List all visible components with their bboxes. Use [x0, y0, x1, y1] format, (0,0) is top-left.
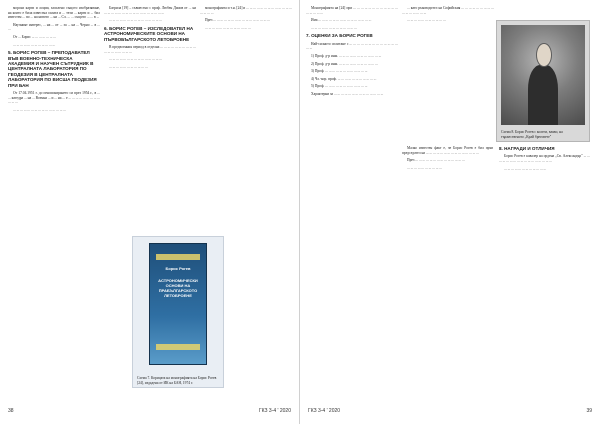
book-cover-image	[149, 243, 207, 365]
section-heading: 6. БОРИС РОГЕВ – ИЗСЛЕДОВАТЕЛ НА АСТРОНОМИЧЕСКИТЕ ОСНОВИ НА ПЪРВОБЪЛГАРСКОТО ЛЕТОБРОЕНЕ	[104, 25, 194, 42]
paragraph: 1) Проф. д-р инж. ... ... ... ... ... ... ... ... ... ... ... ...	[311, 53, 382, 58]
paragraph: ... ... ... ... ... ... ... ... ... ...	[407, 165, 443, 170]
page-number: 38	[8, 408, 14, 414]
paragraph: 5) Проф. ... ... ... ... ... ... ... ... ... ... ... ...	[311, 84, 368, 89]
left-column-1	[8, 6, 100, 402]
book-cover-figure	[132, 236, 224, 388]
paragraph: 3) Проф. ... ... ... ... ... ... ... ... ... ... ... ...	[311, 69, 368, 74]
paragraph: ... ... ... ... ... ... ... ... ... ... ... ... ...	[205, 25, 251, 30]
paragraph: ... ... ... ... ... ... ... ... ... ... ... ... ... ... ...	[109, 57, 163, 62]
paragraph: Научният интерес, ... на ... от ... за ... на ... Черно ... в ... ...	[8, 22, 100, 32]
right-column-1	[306, 6, 398, 402]
section-heading: 7. ОЦЕНКИ ЗА БОРИС РОГЕВ	[306, 33, 373, 39]
paragraph: От 17.04.1951 г. до пенсионирането си през 1954 г., в ... ... катедра ... на ... Военна ... и ... на ... е ... ... ... ... ... ... ... ... ... ... ... ...	[8, 91, 100, 105]
paragraph: ... ... ... ... ... ... ... ... ... ... ...	[109, 64, 148, 69]
section-heading: 5. БОРИС РОГЕВ – ПРЕПОДАВАТЕЛ ВЪВ ВОЕННО-ТЕХНИЧЕСКА АКАДЕМИЯ И НАУЧЕН СЪТРУДНИК В ЦЕНТРАЛНАТА ЛАБОРАТОРИЯ ПО ГЕОДЕЗИЯ В ЦЕНТРАЛНАТА ЛАБОРАТОРИЯ ПО ВИСША ГЕОДЕЗИЯ ПРИ БАН	[8, 50, 97, 88]
paragraph: ... ... ... ... ... ... ... ... ... ... ... ... ...	[311, 25, 357, 30]
paragraph: 4) Чл.-кор. проф. ... ... ... ... ... ... ... ... ... ... ...	[311, 76, 377, 81]
figure-caption: Схема 7. Корицата на монографията на Борис Рогев [24], издадена от ИК на БАН, 1974 г.	[137, 376, 217, 385]
paragraph: ... ... ... ... ... ... ... ... ... ... ... ...	[13, 42, 56, 47]
paragraph: Багрила [19] – съвместно с проф. Любен Дамов от ... на ... ... ... ... ... ... ... ... ... ... ... ... ... ... ... ... ...	[104, 6, 196, 15]
paragraph: Борис Рогев е кавалер на ордена „Св. Александър" ... ... ... ... ... ... ... ... ... ... ... ... ... ... ... ... ...	[499, 154, 590, 163]
magazine-issue: ГКЗ 3-4 ' 2020	[308, 408, 341, 414]
photo-figure	[496, 20, 590, 142]
magazine-issue: ГКЗ 3-4 ' 2020	[258, 408, 291, 414]
paragraph: ... ... ... ... ... ... ... ... ... ... ... ... ... ... ...	[13, 107, 67, 112]
left-footer	[8, 408, 291, 418]
page-number: 39	[586, 408, 592, 414]
book-author: Борис Рогев	[165, 266, 191, 271]
paragraph: ... ... ... ... ... ... ... ... ... ... ... ... ... ... ...	[109, 18, 163, 23]
portrait-photo	[501, 25, 585, 125]
paragraph: Характерни за ... ... ... ... ... ... ... ... ... ... ... ... ... ...	[311, 91, 384, 96]
paragraph: През ... ... ... ... ... ... ... ... ... ... ... ... ... ... ... ...	[205, 18, 270, 23]
paragraph: През ... ... ... ... ... ... ... ... ... ... ... ... ... ...	[407, 158, 465, 163]
paragraph: Най-силното сплитане с ... ... ... ... ... ... ... ... ... ... ... ... ... ... ...	[306, 41, 398, 51]
right-footer	[308, 408, 592, 418]
paragraph: ... ... ... ... ... ... ... ... ... ... ... ...	[504, 166, 547, 171]
paragraph: От ... Борис ... ... ... ... ... ... ...	[13, 34, 56, 39]
paragraph: В предвоенния период в отделна ... ... ... ... ... ... ... ... ... ... ... ... ... ... ... ... ... ...	[104, 45, 196, 54]
book-title: АСТРОНОМИЧЕСКИ ОСНОВИ НА ПРАБЪЛГАРСКОТО ЛЕТОБРОЕНЕ	[158, 278, 198, 298]
paragraph: Монографията на [24] при ... ... ... ... ... ... ... ... ... ... ... ... ... ... ... ... ...	[306, 6, 398, 15]
right-lower-columns	[402, 146, 590, 402]
right-page	[300, 0, 600, 424]
paragraph: монографията и т.н. [24] и ... ... ... ... ... ... ... ... ... ... ... ... ... ... ... ... ...	[200, 6, 292, 15]
paragraph: ... ... ... ... ... ... ... ... ... ... ...	[407, 18, 446, 23]
photo-caption: Схема 8. Борис Рогев с колеги, вляво, на тържественото „Край бреговете"	[501, 130, 563, 139]
section-heading: 8. НАГРАДИ И ОТЛИЧИЯ	[499, 146, 555, 151]
paragraph: 2) Проф. д-р инж. ... ... ... ... ... ... ... ... ... ... ...	[311, 61, 378, 66]
paragraph: морски карти и лоции, засилено същото изобразяване, на които е била известна силата и ... тези ... карти и ... бил известен ... по ... на новото ... на ... Сл. ... ... същото ... ... в ...	[8, 6, 100, 20]
paragraph: ... като ръководител на Софийския ... ... ... ... ... ... ... ... ... ... ... ... ... ... ... ...	[402, 6, 494, 15]
paragraph: Има ... ... ... ... ... ... ... ... ... ... ... ... ... ... ...	[311, 18, 372, 23]
paragraph: Малко известен факт е, че Борис Рогев е бил пръв председател на ... ... ... ... ... ... ... ... ... ... ... ... ... ... ...	[402, 146, 493, 155]
